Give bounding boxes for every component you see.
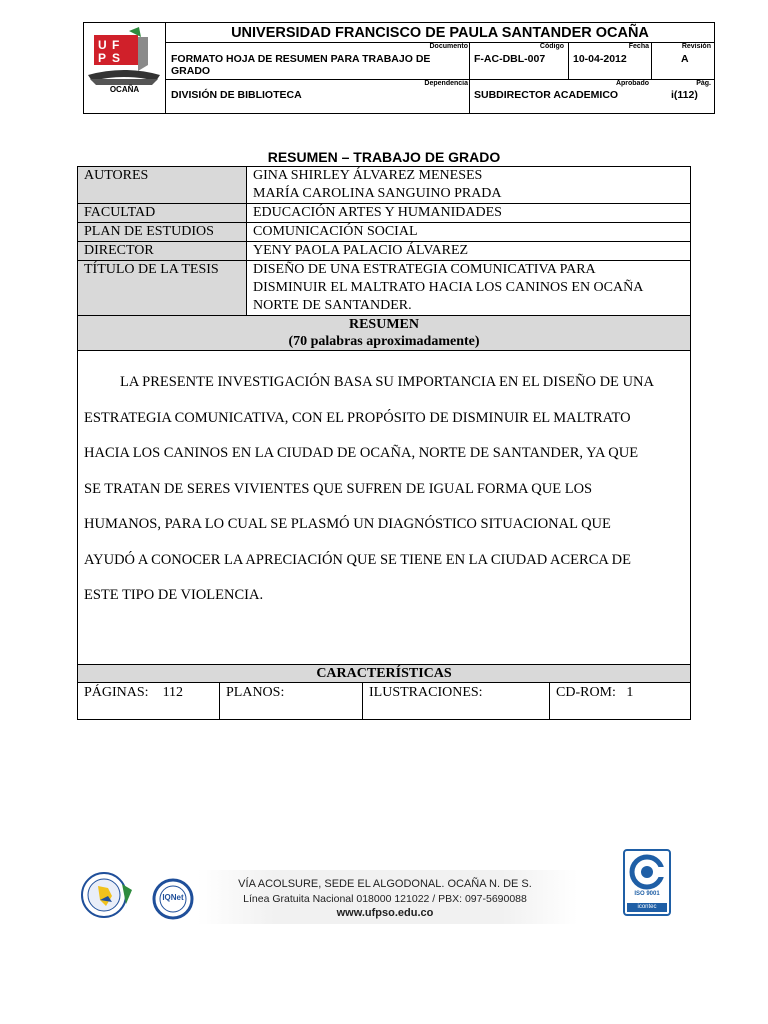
cdrom-value: 1 bbox=[626, 685, 634, 700]
thesis-line-1: DISEÑO DE UNA ESTRATEGIA COMUNICATIVA PARA bbox=[253, 262, 596, 277]
page-title: RESUMEN – TRABAJO DE GRADO bbox=[267, 149, 501, 165]
ufps-logo-icon bbox=[84, 23, 164, 113]
code-label: Código bbox=[539, 43, 564, 50]
author-1: GINA SHIRLEY ÁLVAREZ MENESES bbox=[253, 168, 483, 183]
authors-value bbox=[247, 167, 690, 203]
summary-line: HUMANOS, PARA LO CUAL SE PLASMÓ UN DIAGNÓSTICO SITUACIONAL QUE bbox=[84, 516, 611, 532]
director-label: DIRECTOR bbox=[78, 242, 247, 260]
dependency-label: Dependencia bbox=[424, 80, 468, 87]
page-value: i(112) bbox=[671, 89, 698, 101]
summary-header bbox=[78, 315, 690, 350]
thesis-line-3: NORTE DE SANTANDER. bbox=[253, 298, 412, 313]
colombia-seal-icon bbox=[80, 870, 136, 920]
cdrom-cell bbox=[550, 683, 690, 719]
icontec-logo-icon bbox=[625, 853, 669, 891]
illustrations-label: ILUSTRACIONES: bbox=[369, 685, 483, 700]
svg-text:S: S bbox=[112, 51, 121, 65]
footer-website: www.ufpso.edu.co bbox=[336, 907, 434, 919]
summary-heading: RESUMEN bbox=[348, 317, 419, 332]
authors-row bbox=[78, 167, 690, 203]
approved-value: SUBDIRECTOR ACADEMICO bbox=[474, 89, 619, 101]
pages-value: 112 bbox=[162, 685, 184, 700]
summary-line: ESTE TIPO DE VIOLENCIA. bbox=[84, 587, 264, 603]
pages-cell bbox=[78, 683, 220, 719]
plan-label: PLAN DE ESTUDIOS bbox=[78, 223, 247, 241]
faculty-row bbox=[78, 203, 690, 222]
date-value: 10-04-2012 bbox=[573, 53, 627, 65]
svg-text:F: F bbox=[112, 38, 120, 52]
icontec-label: icontec bbox=[627, 903, 667, 912]
revision-value: A bbox=[681, 53, 689, 65]
institution-name: UNIVERSIDAD FRANCISCO DE PAULA SANTANDER OCAÑA bbox=[231, 25, 649, 41]
thesis-label: TÍTULO DE LA TESIS bbox=[78, 261, 247, 315]
logo-cell bbox=[84, 23, 166, 113]
document-header bbox=[83, 22, 715, 114]
summary-line: AYUDÓ A CONOCER LA APRECIACIÓN QUE SE TIENE EN LA CIUDAD ACERCA DE bbox=[84, 551, 632, 568]
footer-address: VÍA ACOLSURE, SEDE EL ALGODONAL. OCAÑA N. DE S. bbox=[238, 878, 532, 890]
illustrations-cell bbox=[363, 683, 550, 719]
iso-certificate bbox=[623, 849, 671, 916]
summary-line: HACIA LOS CANINOS EN LA CIUDAD DE OCAÑA, NORTE DE SANTANDER, YA QUE bbox=[84, 445, 639, 461]
characteristics-heading: CARACTERÍSTICAS bbox=[78, 664, 690, 682]
plan-row bbox=[78, 222, 690, 241]
pages-label: PÁGINAS: bbox=[84, 685, 149, 700]
date-label: Fecha bbox=[628, 43, 649, 50]
faculty-value: EDUCACIÓN ARTES Y HUMANIDADES bbox=[253, 205, 502, 220]
svg-text:P: P bbox=[98, 51, 107, 65]
plan-value: COMUNICACIÓN SOCIAL bbox=[253, 224, 418, 239]
revision-label: Revisión bbox=[681, 43, 711, 50]
summary-line: SE TRATAN DE SERES VIVIENTES QUE SUFREN DE IGUAL FORMA QUE LOS bbox=[84, 480, 593, 497]
director-row bbox=[78, 241, 690, 260]
thesis-row bbox=[78, 260, 690, 315]
thesis-value bbox=[247, 261, 690, 315]
svg-text:U: U bbox=[98, 38, 107, 52]
logo-caption: OCAÑA bbox=[109, 85, 140, 94]
cdrom-label: CD-ROM: bbox=[556, 685, 616, 700]
approved-label: Aprobado bbox=[615, 80, 649, 87]
summary-subheading: (70 palabras aproximadamente) bbox=[288, 334, 480, 349]
iso-label: ISO 9001 bbox=[634, 891, 660, 897]
summary-line: ESTRATEGIA COMUNICATIVA, CON EL PROPÓSITO DE DISMINUIR EL MALTRATO bbox=[84, 409, 631, 426]
iqnet-badge-label: IQNet bbox=[162, 893, 184, 902]
code-value: F-AC-DBL-007 bbox=[474, 53, 546, 65]
doc-value: FORMATO HOJA DE RESUMEN PARA TRABAJO DE GRADO bbox=[171, 53, 431, 77]
page-label: Pág. bbox=[696, 80, 711, 87]
director-value: YENY PAOLA PALACIO ÁLVAREZ bbox=[253, 243, 469, 258]
authors-label: AUTORES bbox=[78, 167, 247, 203]
footer-phone: Línea Gratuita Nacional 018000 121022 / PBX: 097-5690088 bbox=[243, 893, 527, 905]
summary-line: LA PRESENTE INVESTIGACIÓN BASA SU IMPORTANCIA EN EL DISEÑO DE UNA bbox=[120, 374, 654, 390]
author-2: MARÍA CAROLINA SANGUINO PRADA bbox=[253, 186, 502, 201]
plans-label: PLANOS: bbox=[226, 685, 285, 700]
characteristics-row bbox=[78, 682, 690, 719]
summary-body bbox=[78, 350, 690, 664]
summary-table bbox=[77, 166, 691, 720]
doc-label: Documento bbox=[429, 43, 468, 50]
dependency-value: DIVISIÓN DE BIBLIOTECA bbox=[171, 89, 302, 101]
plans-cell bbox=[220, 683, 363, 719]
thesis-line-2: DISMINUIR EL MALTRATO HACIA LOS CANINOS EN OCAÑA bbox=[253, 280, 644, 295]
faculty-label: FACULTAD bbox=[78, 204, 247, 222]
